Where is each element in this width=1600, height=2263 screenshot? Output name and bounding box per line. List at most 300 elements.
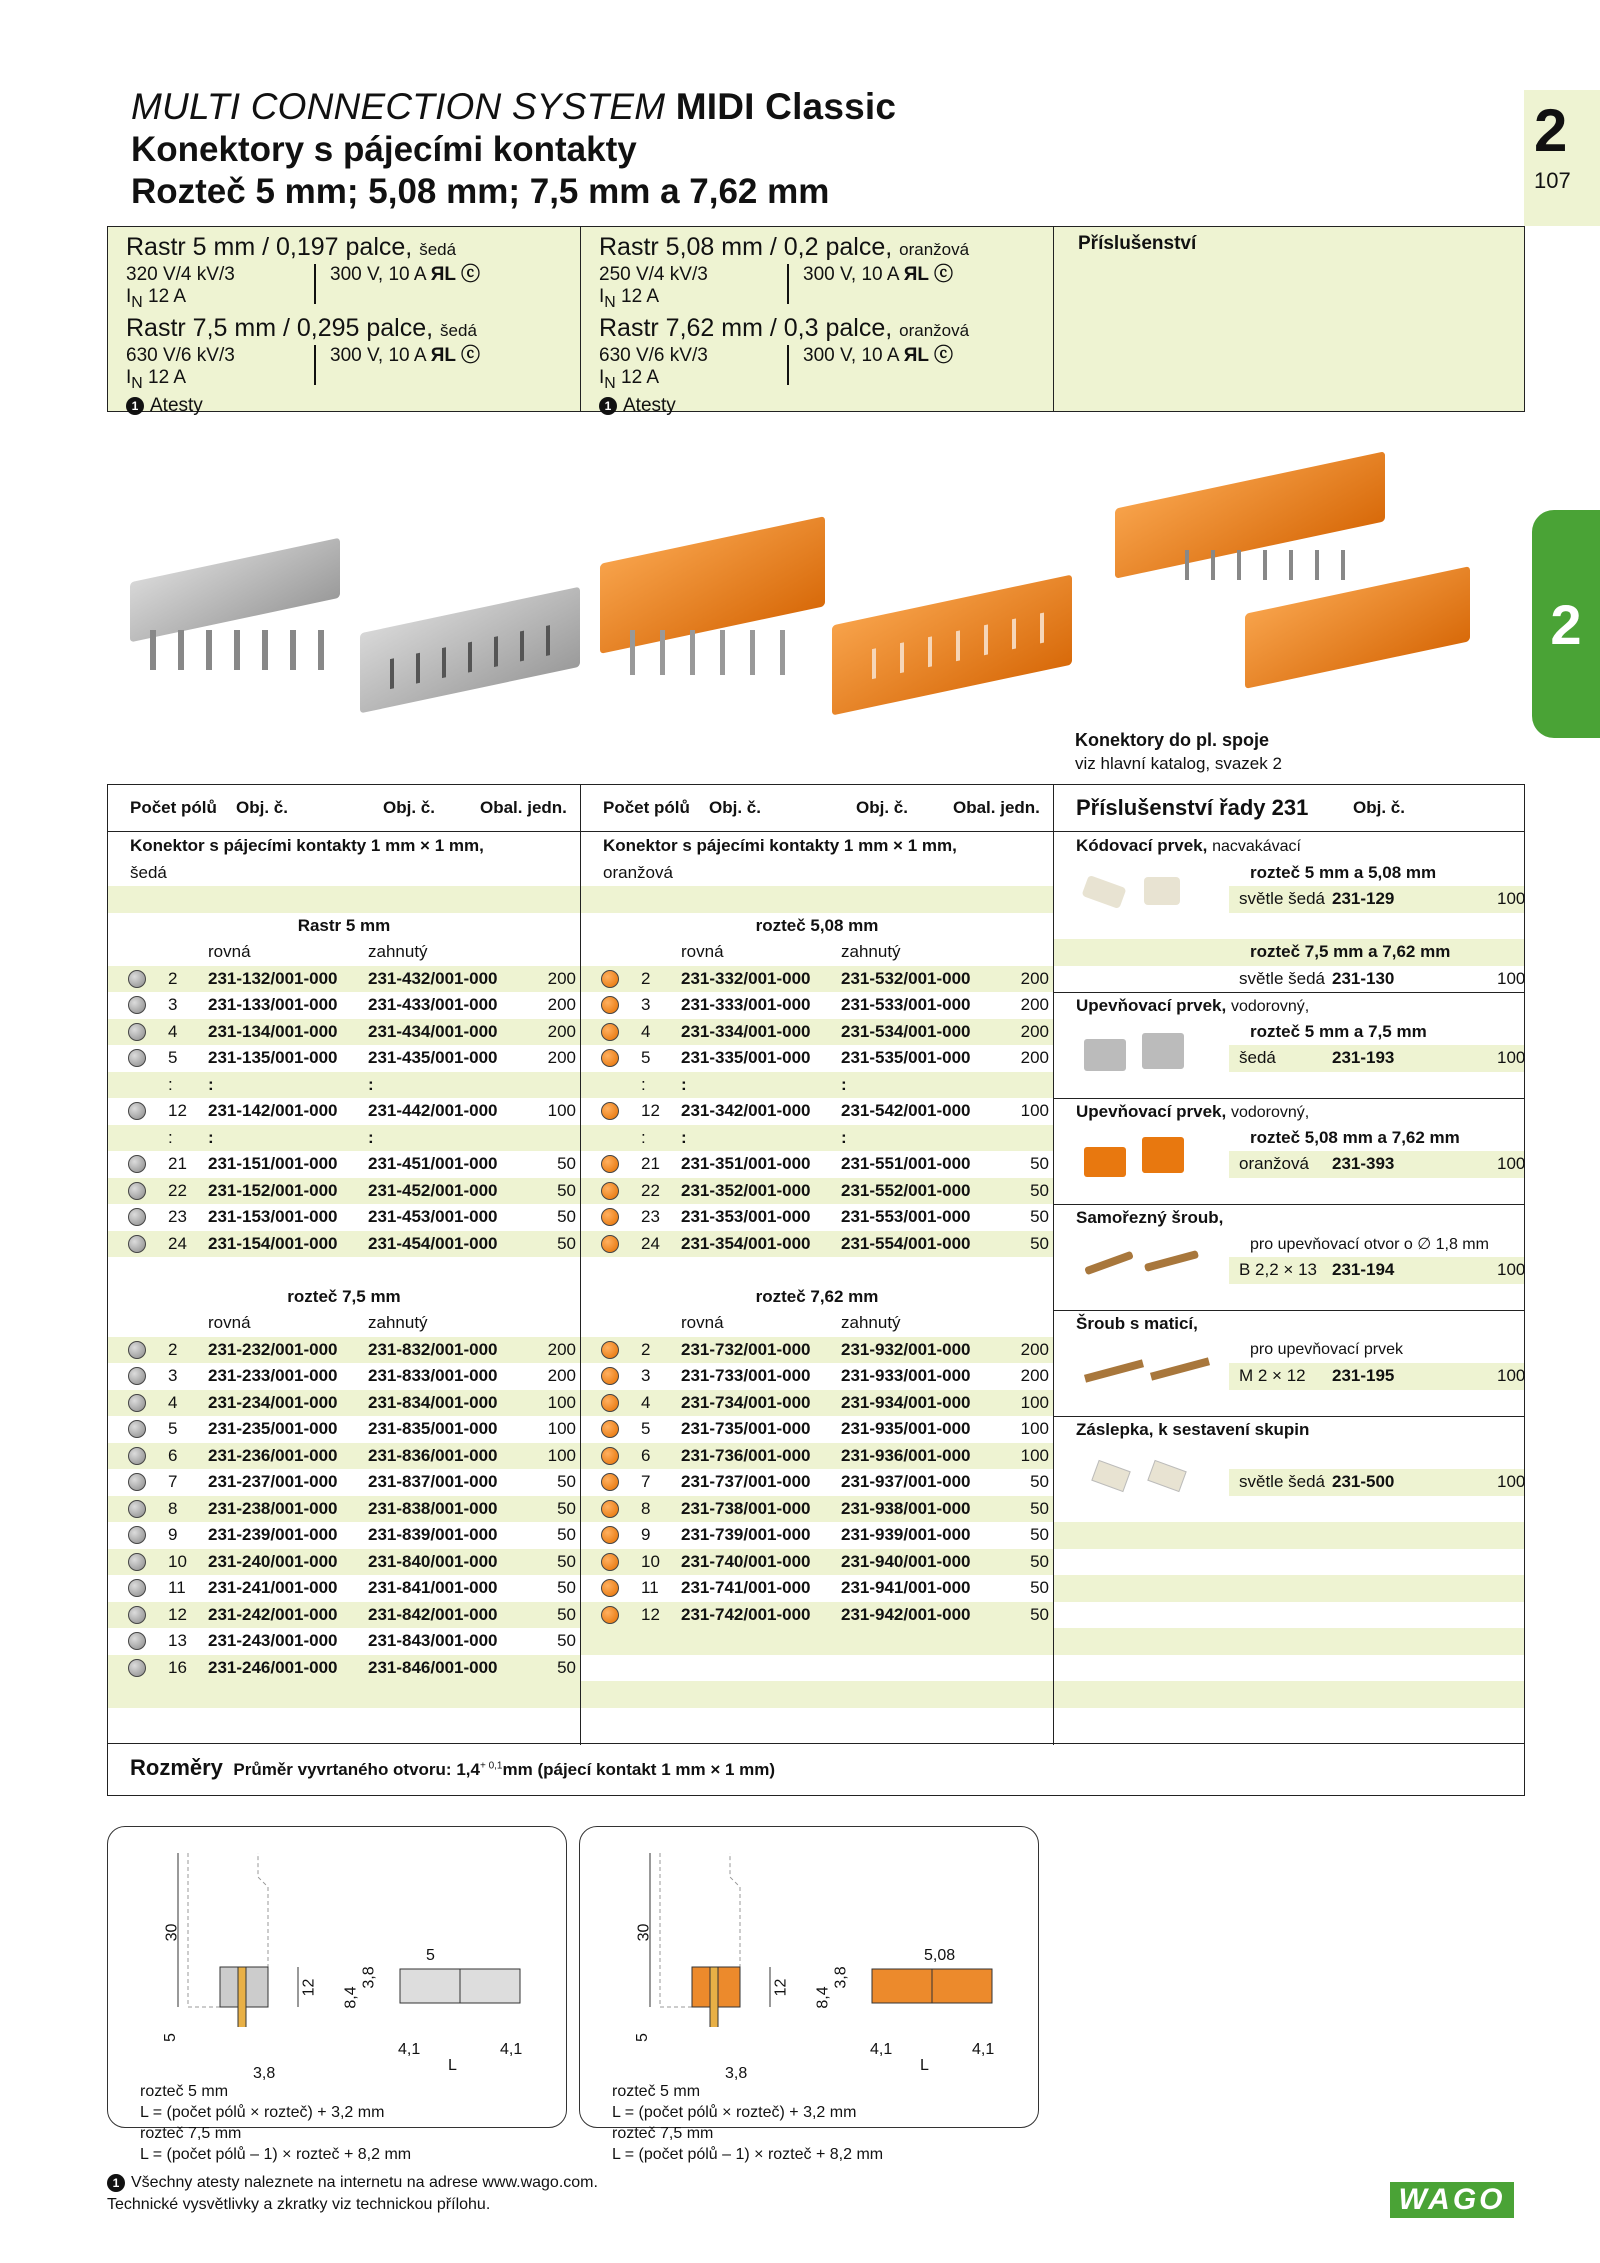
color-dot-icon [128, 1579, 146, 1597]
table-row [108, 1443, 580, 1470]
poles: 5 [168, 1048, 178, 1068]
table-row [108, 1416, 580, 1443]
end-cap-image [1094, 1457, 1204, 1497]
pack-unit: 100 [547, 1445, 576, 1465]
item-number-straight[interactable]: 231-735/001-000 [681, 1419, 811, 1439]
item-number-straight[interactable]: 231-233/001-000 [208, 1366, 338, 1386]
item-number-straight[interactable]: : [681, 1127, 687, 1147]
pack-unit: 50 [1030, 1525, 1049, 1545]
item-number-angled[interactable]: 231-838/001-000 [368, 1498, 498, 1518]
item-number-angled[interactable]: 231-843/001-000 [368, 1631, 498, 1651]
poles: 6 [168, 1445, 178, 1465]
col2-header-poles: Počet pólů [603, 798, 690, 817]
orange-connector-angled-image [832, 580, 1072, 720]
table-row [108, 1655, 580, 1682]
info-grey-r1-right: 300 V, 10 A [330, 264, 426, 285]
table-row [108, 1628, 580, 1655]
item-number-straight[interactable]: 231-132/001-000 [208, 968, 338, 988]
acc-fix-grey-sub: vodorovný, [1230, 997, 1310, 1015]
item-number-angled[interactable]: 231-534/001-000 [841, 1021, 971, 1041]
acc-bolt-q: 100 [1497, 1366, 1526, 1386]
table-row [581, 1416, 1053, 1443]
dim-30: 30 [635, 1923, 653, 1942]
item-number-straight[interactable]: 231-241/001-000 [208, 1578, 338, 1598]
item-number-straight[interactable]: 231-738/001-000 [681, 1498, 811, 1518]
acc-fix-orange-q: 100 [1497, 1154, 1526, 1174]
pack-unit: 50 [557, 1180, 576, 1200]
title-line [131, 86, 896, 128]
acc-coding-n1[interactable]: 231-129 [1332, 889, 1395, 909]
bolt-with-nut-image [1084, 1353, 1214, 1393]
dim-L: L [920, 2057, 929, 2074]
grey-connectors-column [108, 833, 580, 1743]
item-number-angled[interactable]: 231-551/001-000 [841, 1154, 971, 1174]
section-color: šedá [130, 862, 167, 882]
table-row [581, 1019, 1053, 1046]
footnote-1-icon: 1 [126, 397, 144, 415]
dim-30: 30 [163, 1923, 181, 1942]
item-number-angled[interactable]: 231-936/001-000 [841, 1445, 971, 1465]
dim-L: L [448, 2057, 457, 2074]
color-dot-icon [601, 1447, 619, 1465]
item-number-straight[interactable]: 231-246/001-000 [208, 1657, 338, 1677]
pack-unit: 50 [1030, 1551, 1049, 1571]
info-orange-r1-title: Rastr 5,08 mm / 0,2 palce, [599, 233, 893, 261]
item-number-straight[interactable]: 231-236/001-000 [208, 1445, 338, 1465]
color-dot-icon [128, 1394, 146, 1412]
pack-unit: 50 [1030, 1472, 1049, 1492]
table-row [108, 1098, 580, 1125]
poles: 4 [641, 1392, 651, 1412]
color-dot-icon [601, 1579, 619, 1597]
in-sub: N [604, 374, 616, 392]
item-number-straight[interactable]: 231-133/001-000 [208, 995, 338, 1015]
pack-unit: 200 [1020, 995, 1049, 1015]
dimensions-sup: + 0,1 [479, 1760, 503, 1772]
info-grey-r2-title: Rastr 7,5 mm / 0,295 palce, [126, 313, 434, 342]
item-number-straight[interactable]: 231-237/001-000 [208, 1472, 338, 1492]
divider [787, 264, 789, 304]
poles: 3 [168, 995, 178, 1015]
item-number-angled[interactable]: 231-835/001-000 [368, 1419, 498, 1439]
item-number-angled[interactable]: : [368, 1127, 374, 1147]
item-number-straight[interactable]: 231-352/001-000 [681, 1180, 811, 1200]
wago-logo: WAGO [1390, 2182, 1514, 2218]
item-number-straight[interactable]: 231-154/001-000 [208, 1233, 338, 1253]
item-number-angled[interactable]: 231-532/001-000 [841, 968, 971, 988]
table-row [581, 1151, 1053, 1178]
approvals-link[interactable]: Atesty [150, 394, 203, 416]
table-row [108, 1019, 580, 1046]
info-col-grey [108, 227, 581, 416]
item-number-straight[interactable]: 231-134/001-000 [208, 1021, 338, 1041]
item-number-straight[interactable]: 231-232/001-000 [208, 1339, 338, 1359]
note-pitch-5: rozteč 5 mm [140, 2083, 229, 2100]
info-orange-r2-color: oranžová [899, 320, 970, 340]
item-number-angled[interactable]: 231-839/001-000 [368, 1525, 498, 1545]
item-number-straight[interactable]: 231-235/001-000 [208, 1419, 338, 1439]
info-orange-r2-right: 300 V, 10 A [803, 344, 899, 366]
color-dot-icon [128, 1447, 146, 1465]
acc-coding-c1: světle šedá [1239, 889, 1325, 909]
color-dot-icon [601, 1473, 619, 1491]
dim-4-1-b: 4,1 [500, 2041, 523, 2058]
poles: 24 [641, 1233, 660, 1253]
pack-unit: 50 [1030, 1154, 1049, 1174]
dim-4-1-a: 4,1 [870, 2041, 893, 2058]
item-number-angled[interactable]: 231-453/001-000 [368, 1207, 498, 1227]
page-number: 107 [1534, 168, 1571, 193]
item-number-straight[interactable]: 231-335/001-000 [681, 1048, 811, 1068]
item-number-straight[interactable]: 231-152/001-000 [208, 1180, 338, 1200]
item-number-straight[interactable]: 231-238/001-000 [208, 1498, 338, 1518]
color-dot-icon [128, 1182, 146, 1200]
pack-unit: 100 [1020, 1101, 1049, 1121]
acc-fix-orange-p: rozteč 5,08 mm a 7,62 mm [1250, 1127, 1460, 1147]
chapter-tab[interactable]: 2 [1532, 510, 1600, 738]
table-row [581, 1337, 1053, 1364]
table-row [581, 1390, 1053, 1417]
acc-cap-n[interactable]: 231-500 [1332, 1472, 1395, 1492]
acc-fix-orange-n[interactable]: 231-393 [1332, 1154, 1395, 1174]
table-row [108, 1045, 580, 1072]
item-number-straight[interactable]: 231-334/001-000 [681, 1021, 811, 1041]
item-number-straight[interactable]: 231-742/001-000 [681, 1604, 811, 1624]
color-dot-icon [601, 1394, 619, 1412]
item-number-straight[interactable]: 231-240/001-000 [208, 1551, 338, 1571]
color-dot-icon [601, 970, 619, 988]
pack-unit: 50 [557, 1657, 576, 1677]
acc-bolt-p: pro upevňovací prvek [1250, 1340, 1403, 1358]
footer-note-1: Všechny atesty naleznete na internetu na adrese www.wago.com. [131, 2174, 598, 2191]
color-dot-icon [601, 1208, 619, 1226]
item-number-angled[interactable]: : [368, 1074, 374, 1094]
item-number-angled[interactable]: 231-442/001-000 [368, 1101, 498, 1121]
acc-screw-c: B 2,2 × 13 [1239, 1260, 1317, 1280]
table-row [581, 1575, 1053, 1602]
item-number-straight[interactable]: 231-342/001-000 [681, 1101, 811, 1121]
col3-header-title: Příslušenství řady 231 [1076, 795, 1309, 820]
pack-unit: 100 [547, 1419, 576, 1439]
item-number-straight[interactable]: 231-740/001-000 [681, 1551, 811, 1571]
item-number-straight[interactable]: 231-142/001-000 [208, 1101, 338, 1121]
note-pitch-7-5: rozteč 7,5 mm [612, 2125, 714, 2142]
in-val: 12 A [621, 366, 660, 388]
item-number-straight[interactable]: 231-351/001-000 [681, 1154, 811, 1174]
item-number-angled[interactable]: 231-846/001-000 [368, 1657, 498, 1677]
coding-element-image [1084, 873, 1194, 913]
dim-5-top: 5 [426, 1947, 435, 1964]
item-number-straight[interactable]: 231-333/001-000 [681, 995, 811, 1015]
item-number-straight[interactable]: 231-332/001-000 [681, 968, 811, 988]
acc-coding-n2[interactable]: 231-130 [1332, 968, 1395, 988]
color-dot-icon [601, 1420, 619, 1438]
approvals-link[interactable]: Atesty [623, 394, 676, 416]
divider [314, 264, 316, 304]
color-dot-icon [128, 1049, 146, 1067]
info-orange-r1-left1: 250 V/4 kV/3 [599, 264, 708, 285]
pack-unit: 50 [557, 1207, 576, 1227]
footnote-1-icon: 1 [599, 397, 617, 415]
dimensions-text: Průměr vyvrtaného otvoru: 1,4 [233, 1760, 480, 1779]
note-formula-5: L = (počet pólů × rozteč) + 3,2 mm [612, 2104, 857, 2121]
in-sub: N [131, 293, 143, 311]
color-dot-icon [128, 996, 146, 1014]
pack-unit: 50 [557, 1604, 576, 1624]
item-number-angled[interactable]: 231-932/001-000 [841, 1339, 971, 1359]
table-row [581, 1496, 1053, 1523]
dim-5-08: 5,08 [924, 1947, 956, 1964]
color-dot-icon [128, 1553, 146, 1571]
pitch-heading: Rastr 5 mm [297, 915, 391, 935]
item-number-straight[interactable]: 231-151/001-000 [208, 1154, 338, 1174]
title-italic: MULTI CONNECTION SYSTEM [131, 86, 666, 127]
table-row [108, 1575, 580, 1602]
acc-bolt-title: Šroub s maticí, [1076, 1313, 1198, 1333]
in-label: I [599, 286, 605, 307]
straight-label: rovná [208, 942, 251, 962]
color-dot-icon [601, 1235, 619, 1253]
acc-coding-p2: rozteč 7,5 mm a 7,62 mm [1250, 942, 1451, 962]
info-grey-r2-color: šedá [440, 320, 477, 340]
color-dot-icon [601, 1182, 619, 1200]
table-row [108, 1496, 580, 1523]
footer-note-2: Technické vysvětlivky a zkratky viz technickou přílohu. [107, 2196, 491, 2213]
grey-connector-angled-image [360, 590, 580, 730]
item-number-straight[interactable]: : [208, 1127, 214, 1147]
poles: 5 [641, 1048, 651, 1068]
item-number-angled[interactable]: 231-451/001-000 [368, 1154, 498, 1174]
color-dot-icon [128, 1420, 146, 1438]
acc-fix-grey-q: 100 [1497, 1048, 1526, 1068]
self-tapping-screw-image [1084, 1245, 1214, 1285]
item-number-straight[interactable]: 231-741/001-000 [681, 1578, 811, 1598]
acc-cap-title: Záslepka, k sestavení skupin [1076, 1419, 1310, 1439]
table-row [581, 1072, 1053, 1099]
poles: 12 [168, 1101, 187, 1121]
item-number-angled[interactable]: 231-552/001-000 [841, 1180, 971, 1200]
pack-unit: 50 [1030, 1233, 1049, 1253]
color-dot-icon [128, 1659, 146, 1677]
item-number-angled[interactable]: 231-542/001-000 [841, 1101, 971, 1121]
table-row [108, 1151, 580, 1178]
in-label: I [126, 286, 132, 307]
poles: 4 [641, 1021, 651, 1041]
orange-connector-straight-image [600, 520, 830, 680]
item-number-angled[interactable]: 231-454/001-000 [368, 1233, 498, 1253]
info-orange-r2-title: Rastr 7,62 mm / 0,3 palce, [599, 313, 893, 342]
table-row [108, 1231, 580, 1258]
item-number-angled[interactable]: 231-553/001-000 [841, 1207, 971, 1227]
item-number-straight[interactable]: 231-239/001-000 [208, 1525, 338, 1545]
item-number-straight[interactable]: : [681, 1074, 687, 1094]
note-pitch-7-5: rozteč 7,5 mm [140, 2125, 242, 2142]
item-number-angled[interactable]: 231-935/001-000 [841, 1419, 971, 1439]
drawing-grey-text [140, 2081, 411, 2165]
poles: 7 [168, 1472, 178, 1492]
grey-connector-straight-image [130, 540, 345, 680]
poles: 11 [641, 1578, 659, 1598]
item-number-angled[interactable]: : [841, 1127, 847, 1147]
pack-unit: 200 [547, 995, 576, 1015]
in-label: I [599, 366, 605, 388]
item-number-angled[interactable]: 231-554/001-000 [841, 1233, 971, 1253]
subtitle-2: Rozteč 5 mm; 5,08 mm; 7,5 mm a 7,62 mm [131, 172, 830, 211]
pcb-connector-bottom-image [1245, 570, 1475, 690]
item-number-straight[interactable]: 231-353/001-000 [681, 1207, 811, 1227]
item-number-angled[interactable]: 231-934/001-000 [841, 1392, 971, 1412]
table-row [581, 1602, 1053, 1629]
item-number-straight[interactable]: 231-354/001-000 [681, 1233, 811, 1253]
item-number-angled[interactable]: 231-433/001-000 [368, 995, 498, 1015]
item-number-angled[interactable]: 231-435/001-000 [368, 1048, 498, 1068]
item-number-angled[interactable]: 231-837/001-000 [368, 1472, 498, 1492]
item-number-angled[interactable]: 231-533/001-000 [841, 995, 971, 1015]
pack-unit: 100 [547, 1101, 576, 1121]
item-number-angled[interactable]: 231-939/001-000 [841, 1525, 971, 1545]
in-sub: N [604, 293, 616, 311]
item-number-angled[interactable]: 231-432/001-000 [368, 968, 498, 988]
table-row [108, 1204, 580, 1231]
color-dot-icon [128, 1367, 146, 1385]
color-dot-icon [601, 1102, 619, 1120]
pack-unit: 50 [1030, 1578, 1049, 1598]
item-number-straight[interactable]: 231-734/001-000 [681, 1392, 811, 1412]
poles: 10 [641, 1551, 660, 1571]
poles: 5 [641, 1419, 651, 1439]
item-number-straight[interactable]: 231-737/001-000 [681, 1472, 811, 1492]
item-number-angled[interactable]: 231-434/001-000 [368, 1021, 498, 1041]
in-sub: N [131, 374, 143, 392]
table-row [581, 992, 1053, 1019]
item-number-angled[interactable]: 231-842/001-000 [368, 1604, 498, 1624]
item-number-straight[interactable]: 231-153/001-000 [208, 1207, 338, 1227]
item-number-angled[interactable]: : [841, 1074, 847, 1094]
item-number-straight[interactable]: : [208, 1074, 214, 1094]
drawing-orange-text [612, 2081, 883, 2165]
col1-header-obj1: Obj. č. [236, 798, 288, 817]
acc-cap-q: 100 [1497, 1472, 1526, 1492]
color-dot-icon [128, 1526, 146, 1544]
ul-mark-icon: ЯL ⓒ [430, 344, 480, 366]
info-col-orange [581, 227, 1054, 416]
item-number-straight[interactable]: 231-736/001-000 [681, 1445, 811, 1465]
table-row [581, 1231, 1053, 1258]
item-number-straight[interactable]: 231-135/001-000 [208, 1048, 338, 1068]
pack-unit: 50 [1030, 1207, 1049, 1227]
poles: 12 [641, 1101, 660, 1121]
table-row [581, 1363, 1053, 1390]
acc-fix-grey-n[interactable]: 231-193 [1332, 1048, 1395, 1068]
acc-fix-orange-title: Upevňovací prvek, [1076, 1101, 1227, 1121]
poles: 2 [168, 968, 178, 988]
color-dot-icon [128, 1606, 146, 1624]
col1-header-obj2: Obj. č. [383, 798, 435, 817]
item-number-angled[interactable]: 231-535/001-000 [841, 1048, 971, 1068]
item-number-angled[interactable]: 231-836/001-000 [368, 1445, 498, 1465]
item-number-straight[interactable]: 231-733/001-000 [681, 1366, 811, 1386]
poles: 3 [641, 995, 651, 1015]
item-number-straight[interactable]: 231-242/001-000 [208, 1604, 338, 1624]
pack-unit: 50 [557, 1631, 576, 1651]
pack-unit: 200 [547, 968, 576, 988]
color-dot-icon [601, 1023, 619, 1041]
table-row [108, 1549, 580, 1576]
acc-screw-n[interactable]: 231-194 [1332, 1260, 1395, 1280]
item-number-angled[interactable]: 231-941/001-000 [841, 1578, 971, 1598]
pack-unit: 200 [547, 1339, 576, 1359]
dimensions-title: Rozměry [130, 1755, 223, 1780]
accessories-column [1054, 833, 1524, 1743]
subtitle-1: Konektory s pájecími kontakty [131, 130, 637, 169]
color-dot-icon [128, 1341, 146, 1359]
item-number-angled[interactable]: 231-840/001-000 [368, 1551, 498, 1571]
table-row [108, 1469, 580, 1496]
pack-unit: 50 [557, 1154, 576, 1174]
item-number-straight[interactable]: 231-732/001-000 [681, 1339, 811, 1359]
poles: 23 [641, 1207, 660, 1227]
item-number-angled[interactable]: 231-937/001-000 [841, 1472, 971, 1492]
item-number-angled[interactable]: 231-942/001-000 [841, 1604, 971, 1624]
item-number-angled[interactable]: 231-832/001-000 [368, 1339, 498, 1359]
poles: 12 [641, 1604, 660, 1624]
pack-unit: 200 [1020, 1366, 1049, 1386]
acc-fix-grey-title: Upevňovací prvek, [1076, 995, 1227, 1015]
table-row [581, 1098, 1053, 1125]
item-number-straight[interactable]: 231-243/001-000 [208, 1631, 338, 1651]
item-number-angled[interactable]: 231-938/001-000 [841, 1498, 971, 1518]
item-number-straight[interactable]: 231-739/001-000 [681, 1525, 811, 1545]
note-formula-7-5: L = (počet pólů – 1) × rozteč + 8,2 mm [612, 2146, 884, 2163]
col2-header-obj1: Obj. č. [709, 798, 761, 817]
poles: 23 [168, 1207, 187, 1227]
poles: 2 [641, 968, 651, 988]
item-number-angled[interactable]: 231-452/001-000 [368, 1180, 498, 1200]
dim-3-8-c: 3,8 [253, 2065, 276, 2082]
pcb-caption-sub: viz hlavní katalog, svazek 2 [1075, 754, 1282, 773]
straight-label: rovná [681, 1313, 724, 1333]
pack-unit: 50 [1030, 1604, 1049, 1624]
table-row [108, 966, 580, 993]
item-number-angled[interactable]: 231-834/001-000 [368, 1392, 498, 1412]
section-color: oranžová [603, 862, 673, 882]
acc-bolt-n[interactable]: 231-195 [1332, 1366, 1395, 1386]
pack-unit: 100 [1020, 1392, 1049, 1412]
item-number-angled[interactable]: 231-841/001-000 [368, 1578, 498, 1598]
table-row [108, 1363, 580, 1390]
table-row [581, 1045, 1053, 1072]
table-row [108, 1178, 580, 1205]
pack-unit: 200 [1020, 1339, 1049, 1359]
poles: 8 [641, 1498, 651, 1518]
item-number-straight[interactable]: 231-234/001-000 [208, 1392, 338, 1412]
chapter-number: 2 [1534, 97, 1568, 164]
acc-coding-q1: 100 [1497, 889, 1526, 909]
in-val: 12 A [621, 286, 660, 307]
table-row [108, 1337, 580, 1364]
acc-screw-title: Samořezný šroub, [1076, 1207, 1224, 1227]
color-dot-icon [128, 1023, 146, 1041]
info-orange-r1-right: 300 V, 10 A [803, 264, 899, 285]
pitch-heading: rozteč 7,62 mm [755, 1286, 879, 1306]
color-dot-icon [128, 1632, 146, 1650]
dimensions-tail: mm (pájecí kontakt 1 mm × 1 mm) [502, 1760, 776, 1779]
item-number-angled[interactable]: 231-940/001-000 [841, 1551, 971, 1571]
item-number-angled[interactable]: 231-833/001-000 [368, 1366, 498, 1386]
item-number-angled[interactable]: 231-933/001-000 [841, 1366, 971, 1386]
pack-unit: 200 [547, 1021, 576, 1041]
poles: 11 [168, 1578, 186, 1598]
